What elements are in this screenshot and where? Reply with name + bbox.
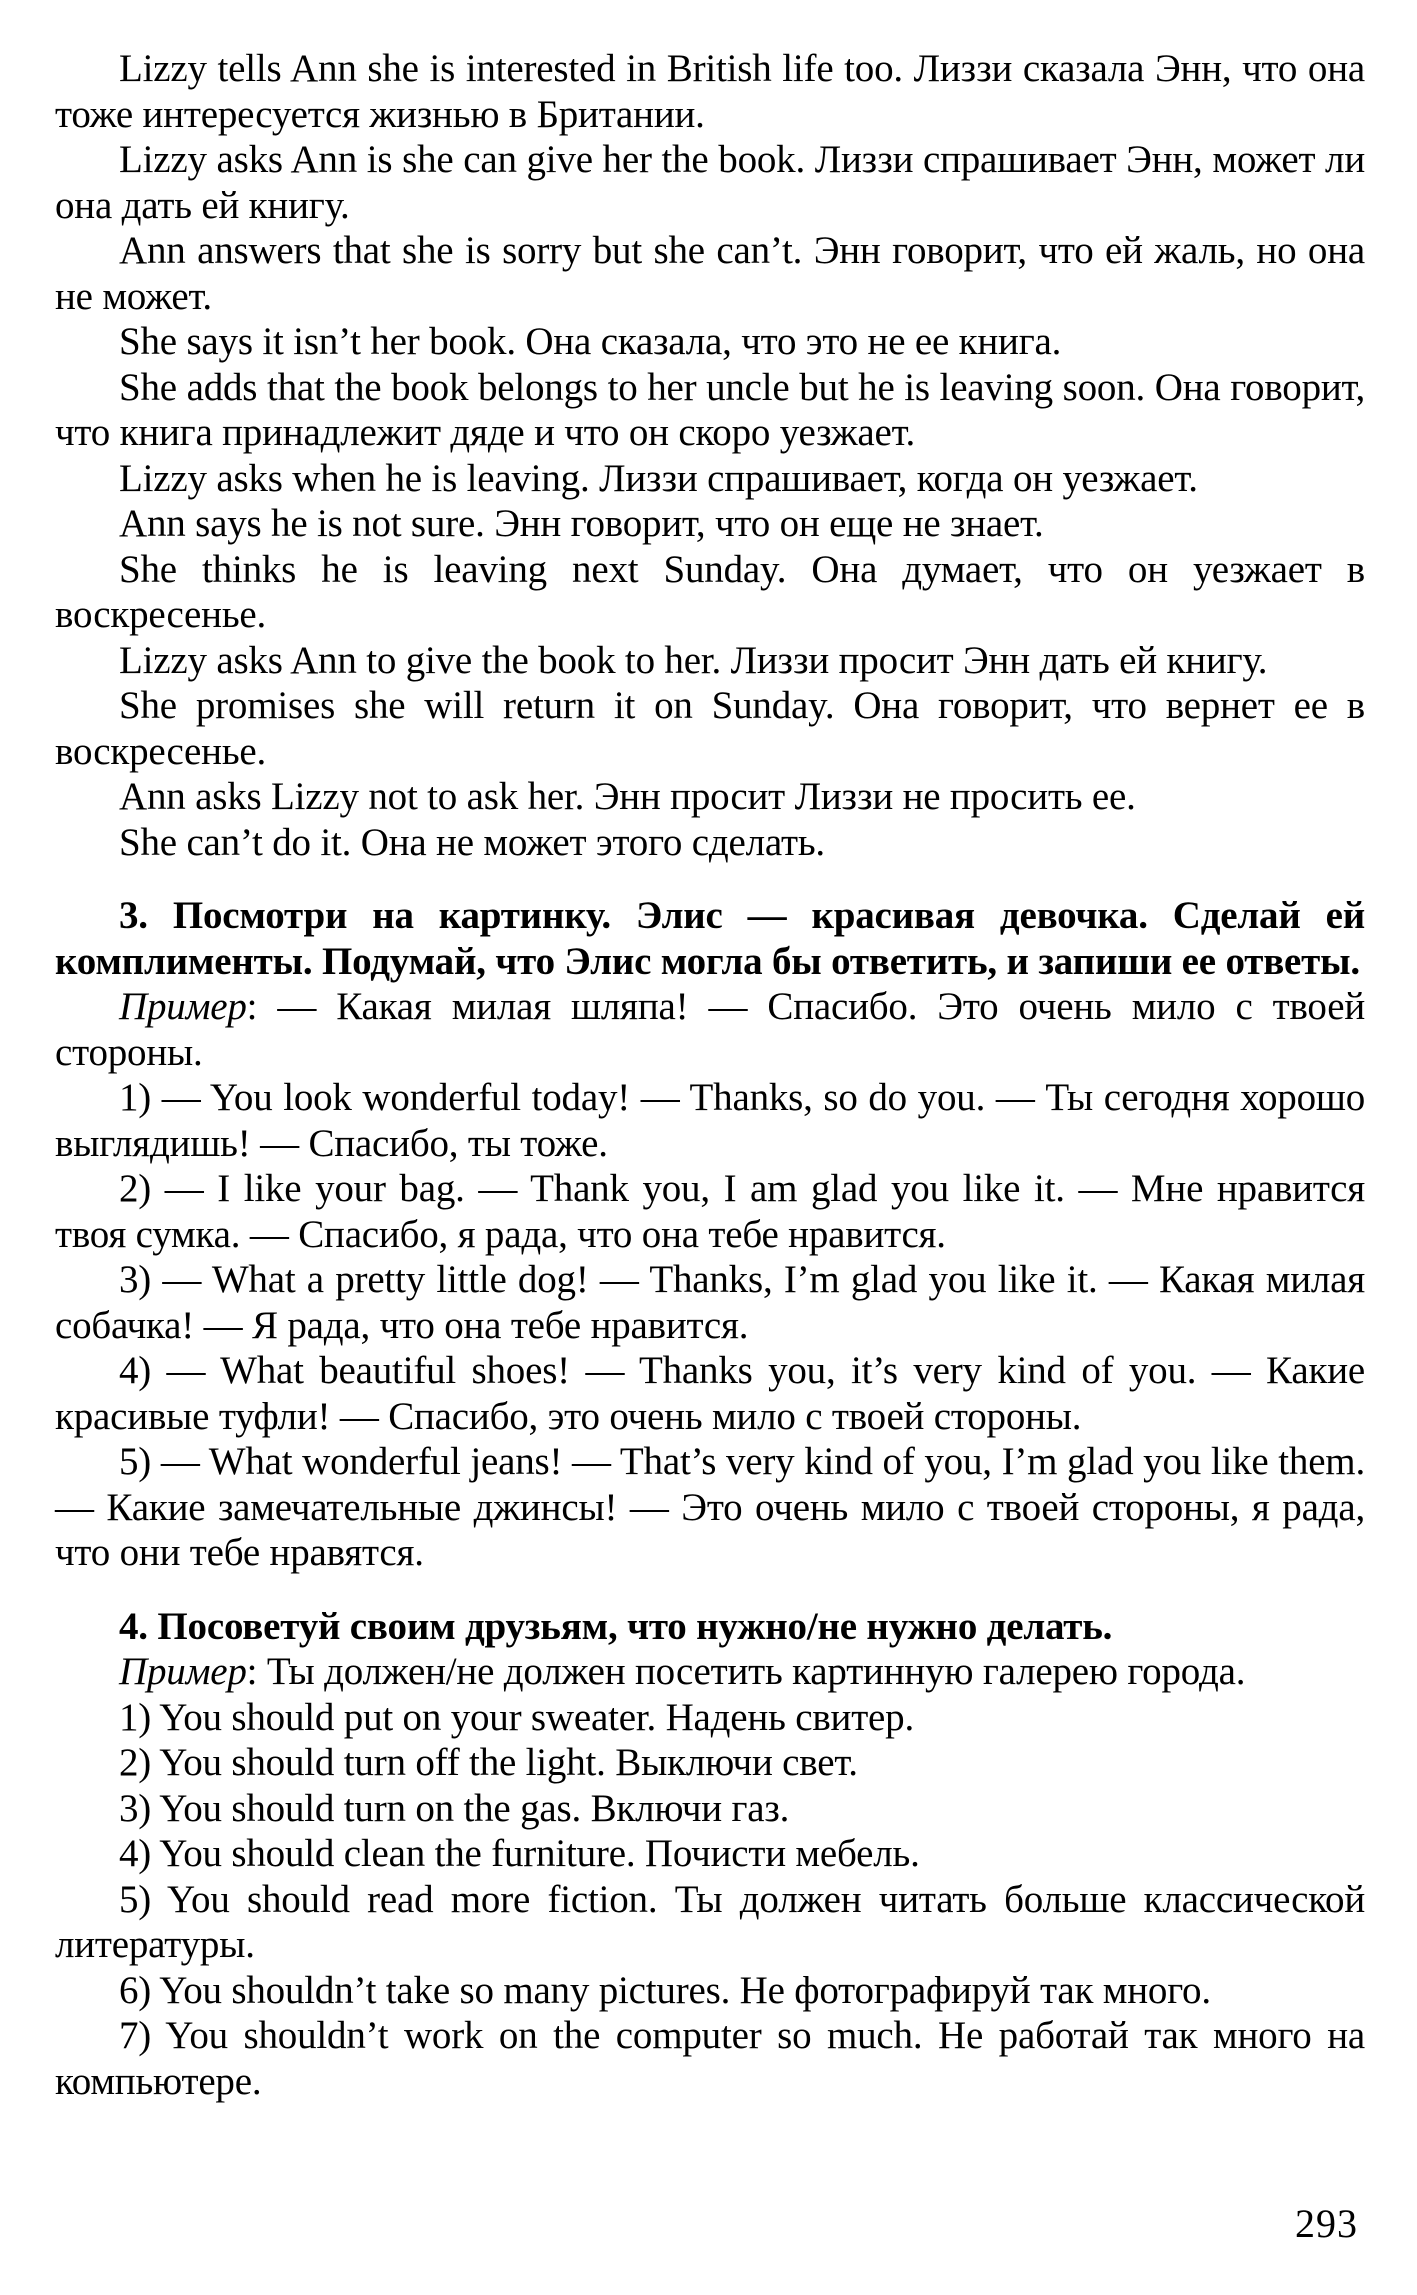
exercise-3-item: 3) — What a pretty little dog! — Thanks, I’m glad you like it. — Какая милая собачка! — Я рада, что она тебе нравится.	[55, 1258, 1365, 1347]
page-number: 293	[1295, 2201, 1358, 2246]
example-text: : — Какая милая шляпа! — Спасибо. Это очень мило с твоей стороны.	[55, 985, 1365, 1074]
exercise-3-example	[55, 984, 1365, 1075]
exercise-4-item: 4) You should clean the furniture. Почисти мебель.	[119, 1832, 920, 1875]
dialogue-paragraph: Ann says he is not sure. Энн говорит, что он еще не знает.	[119, 502, 1044, 545]
exercise-4-item: 3) You should turn on the gas. Включи газ.	[119, 1786, 790, 1830]
example-label: Пример	[119, 1650, 247, 1693]
example-label: Пример	[119, 985, 247, 1028]
exercise-3-item: 5) — What wonderful jeans! — That’s very kind of you, I’m glad you like them. — Какие замечательные джинсы! — Это очень мило с твоей стороны, я рада, что они тебе нравятся.	[55, 1440, 1365, 1574]
dialogue-paragraph: Lizzy asks Ann is she can give her the book. Лиззи спрашивает Энн, может ли она дать ей книгу.	[55, 138, 1365, 227]
dialogue-paragraph: She promises she will return it on Sunday. Она говорит, что вернет ее в воскресенье.	[55, 684, 1365, 773]
exercise-4-example	[55, 1649, 1365, 1695]
dialogue-paragraph: She says it isn’t her book. Она сказала, что это не ее книга.	[119, 320, 1062, 363]
dialogue-paragraph: She can’t do it. Она не может этого сделать.	[119, 820, 825, 864]
exercise-3-item: 1) — You look wonderful today! — Thanks, so do you. — Ты сегодня хорошо выглядишь! — Спасибо, ты тоже.	[55, 1076, 1365, 1165]
exercise-4-item: 6) You shouldn’t take so many pictures. Не фотографируй так много.	[119, 1968, 1211, 2012]
exercise-3-heading: 3. Посмотри на картинку. Элис — красивая девочка. Сделай ей комплименты. Подумай, что Элис могла бы ответить, и запиши ее ответы.	[55, 894, 1365, 983]
dialogue-paragraph: She adds that the book belongs to her uncle but he is leaving soon. Она говорит, что книга принадлежит дяде и что он скоро уезжает.	[55, 365, 1365, 454]
exercise-4-item: 1) You should put on your sweater. Надень свитер.	[119, 1695, 915, 1739]
dialogue-paragraph: Ann answers that she is sorry but she can’t. Энн говорит, что ей жаль, но она не может.	[55, 229, 1365, 318]
dialogue-paragraph: Ann asks Lizzy not to ask her. Энн просит Лиззи не просить ее.	[119, 775, 1136, 818]
exercise-3-item: 4) — What beautiful shoes! — Thanks you, it’s very kind of you. — Какие красивые туфли! — Спасибо, это очень мило с твоей стороны.	[55, 1349, 1365, 1438]
dialogue-paragraph: Lizzy asks Ann to give the book to her. Лиззи просит Энн дать ей книгу.	[119, 638, 1268, 682]
exercise-4-heading: 4. Посоветуй своим друзьям, что нужно/не нужно делать.	[119, 1604, 1113, 1648]
dialogue-paragraph: Lizzy tells Ann she is interested in British life too. Лиззи сказала Энн, что она тоже интересуется жизнью в Британии.	[55, 47, 1365, 136]
dialogue-paragraph: Lizzy asks when he is leaving. Лиззи спрашивает, когда он уезжает.	[119, 456, 1198, 500]
example-text: : Ты должен/не должен посетить картинную галерею города.	[246, 1650, 1246, 1693]
exercise-4-item: 5) You should read more fiction. Ты должен читать больше классической литературы.	[55, 1877, 1365, 1966]
exercise-4-item: 7) You shouldn’t work on the computer so much. Не работай так много на компьютере.	[55, 2014, 1365, 2103]
exercise-3-item: 2) — I like your bag. — Thank you, I am glad you like it. — Мне нравится твоя сумка. — Спасибо, я рада, что она тебе нравится.	[55, 1167, 1365, 1256]
dialogue-paragraph: She thinks he is leaving next Sunday. Она думает, что он уезжает в воскресенье.	[55, 547, 1365, 636]
text-column	[55, 46, 1365, 2104]
exercise-4-item: 2) You should turn off the light. Выключи свет.	[119, 1741, 858, 1784]
